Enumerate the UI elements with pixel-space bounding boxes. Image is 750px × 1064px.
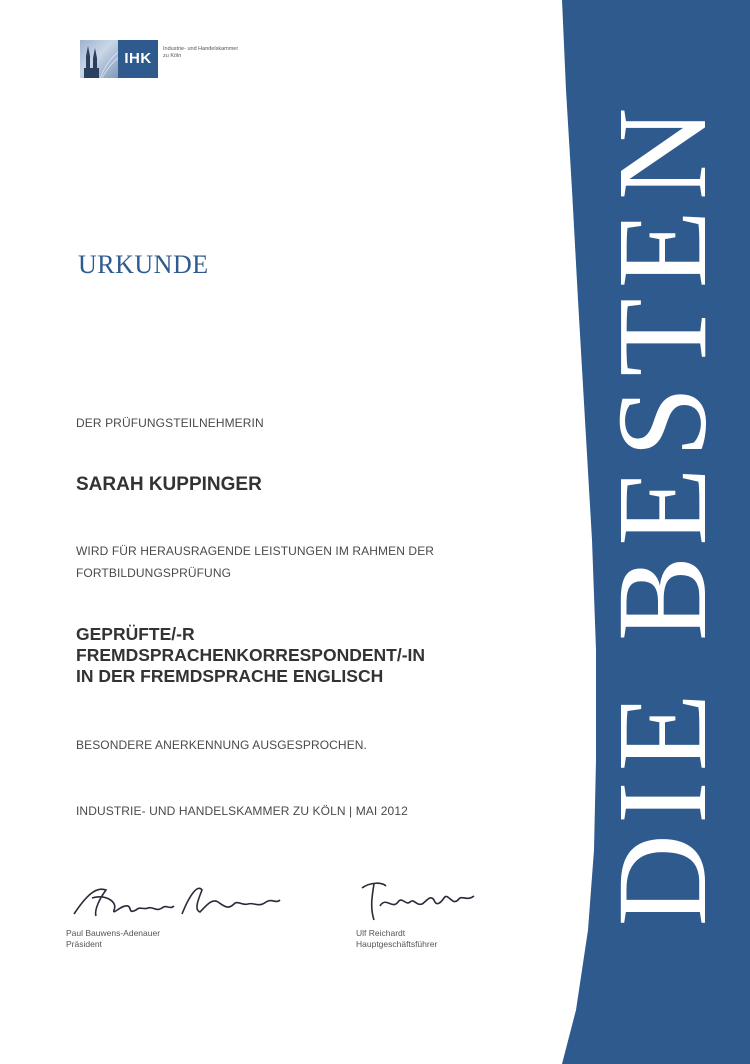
org-name <box>163 40 273 78</box>
org-name-line2: zu Köln <box>163 53 182 59</box>
signature-block-ceo <box>356 876 486 950</box>
document-title: URKUNDE <box>78 250 209 279</box>
issuer-date: INDUSTRIE- UND HANDELSKAMMER ZU KÖLN | MAI 2012 <box>76 804 408 818</box>
banner-title: DIE BESTEN <box>591 97 733 927</box>
statement-line-2: FORTBILDUNGSPRÜFUNG <box>76 566 232 580</box>
recipient-name: SARAH KUPPINGER <box>76 474 262 495</box>
signatory-ceo <box>356 928 486 950</box>
signatory-president <box>66 928 286 950</box>
qualification-line-1: GEPRÜFTE/-R <box>76 624 195 644</box>
signatory-president-name: Paul Bauwens-Adenauer <box>66 928 161 938</box>
signatory-ceo-name: Ulf Reichardt <box>356 928 406 938</box>
signatory-ceo-role: Hauptgeschäftsführer <box>356 939 438 949</box>
qualification-line-2: FREMDSPRACHENKORRESPONDENT/-IN <box>76 645 426 665</box>
qualification-line-3: IN DER FREMDSPRACHE ENGLISCH <box>76 666 384 686</box>
signature-ceo <box>356 876 486 926</box>
statement-line-1: WIRD FÜR HERAUSRAGENDE LEISTUNGEN IM RAHMEN DER <box>76 544 435 558</box>
intro-text: DER PRÜFUNGSTEILNEHMERIN <box>76 416 264 430</box>
ihk-logo <box>80 40 273 78</box>
signature-block-president <box>66 876 286 950</box>
cathedral-icon <box>80 40 118 78</box>
signature-president <box>66 876 286 926</box>
signatory-president-role: Präsident <box>66 939 102 949</box>
recognition-text: BESONDERE ANERKENNUNG AUSGESPROCHEN. <box>76 738 367 752</box>
qualification <box>76 624 425 687</box>
org-name-line1: Industrie- und Handelskammer <box>163 46 239 52</box>
ihk-mark: IHK <box>118 40 158 78</box>
